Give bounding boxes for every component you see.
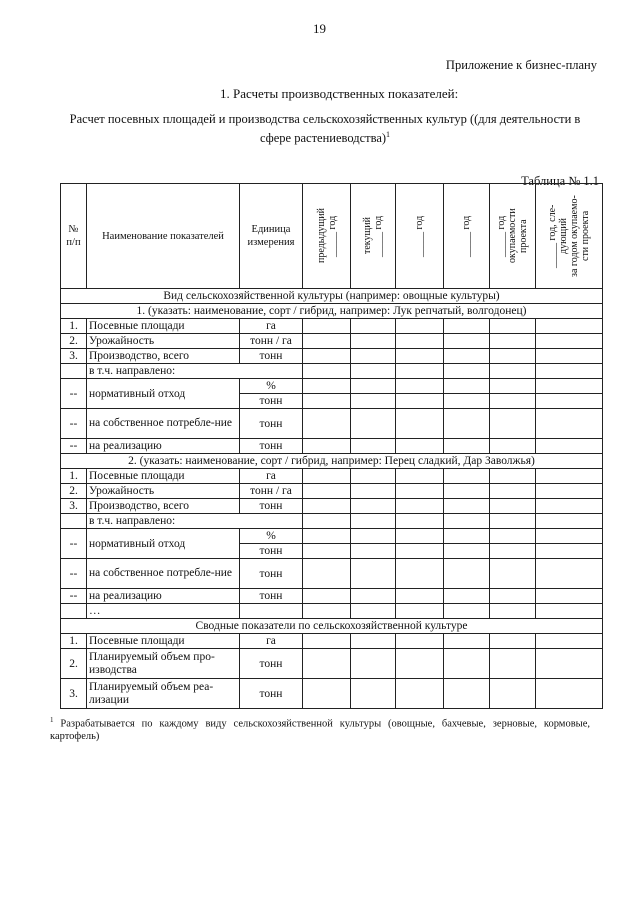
table-row: [61, 334, 603, 349]
table-number: Таблица № 1.1: [521, 174, 599, 188]
row-name: на собственное потребле-ние: [87, 559, 240, 589]
culture2-title: 2. (указать: наименование, сорт / гибрид, например: Перец сладкий, Дар Заволжья): [61, 454, 603, 469]
table-cell: [396, 649, 444, 679]
table-cell: [536, 634, 603, 649]
table-cell: [536, 319, 603, 334]
table-row: [61, 499, 603, 514]
table-cell: [444, 604, 490, 619]
table-cell: [444, 544, 490, 559]
table-cell: [396, 439, 444, 454]
table-row: [61, 604, 603, 619]
table-cell: [351, 679, 396, 709]
table-cell: [303, 589, 351, 604]
table-cell: [61, 364, 87, 379]
table-cell: [396, 364, 444, 379]
table-cell: [444, 469, 490, 484]
row-name: на реализацию: [87, 589, 240, 604]
row-name: в т.ч. направлено:: [87, 514, 303, 529]
table-cell: [303, 679, 351, 709]
row-unit: тонн: [240, 559, 303, 589]
table-cell: [490, 559, 536, 589]
header-year-prev: предыдущий _____ год: [315, 208, 338, 264]
table-cell: [396, 529, 444, 544]
table-cell: [490, 364, 536, 379]
table-cell: [536, 409, 603, 439]
table-cell: [536, 649, 603, 679]
table-cell: [536, 394, 603, 409]
table-cell: [351, 439, 396, 454]
table-cell: [536, 349, 603, 364]
table-cell: [490, 514, 536, 529]
table-cell: [490, 529, 536, 544]
row-num: 3.: [61, 349, 87, 364]
table-cell: [351, 499, 396, 514]
row-unit: %: [240, 379, 303, 394]
row-num: --: [61, 439, 87, 454]
table-cell: [536, 484, 603, 499]
table-cell: [396, 559, 444, 589]
row-num: 1.: [61, 319, 87, 334]
table-row: [61, 634, 603, 649]
row-name: Урожайность: [87, 334, 240, 349]
row-name: нормативный отход: [87, 379, 240, 409]
row-name: Посевные площади: [87, 319, 240, 334]
row-name: Планируемый объем про-изводства: [87, 649, 240, 679]
footnote-text: Разрабатывается по каждому виду сельскохозяйственной культуры (овощные, бахчевые, зерновые, кормовые, картофель): [50, 718, 590, 742]
table-cell: [396, 184, 444, 289]
table-cell: [303, 544, 351, 559]
table-cell: [536, 529, 603, 544]
page-number: 19: [313, 21, 326, 36]
table-cell: [351, 634, 396, 649]
row-num: --: [61, 559, 87, 589]
header-year-current: текущий _____ год: [362, 215, 384, 257]
table-cell: [490, 349, 536, 364]
row-name: Урожайность: [87, 484, 240, 499]
table-cell: [396, 514, 444, 529]
table-cell: [303, 514, 351, 529]
table-cell: [303, 484, 351, 499]
table-cell: [490, 679, 536, 709]
table-cell: [536, 334, 603, 349]
table-cell: [444, 319, 490, 334]
table-cell: [303, 334, 351, 349]
table-cell: [396, 499, 444, 514]
row-num: 2.: [61, 484, 87, 499]
table-row: [61, 469, 603, 484]
table-cell: [303, 559, 351, 589]
table-cell: [303, 649, 351, 679]
table-cell: [490, 394, 536, 409]
table-cell: [444, 559, 490, 589]
table-cell: [351, 334, 396, 349]
row-unit: тонн: [240, 544, 303, 559]
table-cell: [303, 319, 351, 334]
table-cell: [490, 334, 536, 349]
table-cell: [490, 184, 536, 289]
calc-title: [60, 112, 590, 146]
header-year-payback: _____ год окупаемости проекта: [496, 208, 529, 264]
row-unit: тонн: [240, 649, 303, 679]
row-name: в т.ч. направлено:: [87, 364, 303, 379]
table-row: [61, 319, 603, 334]
table-cell: [396, 679, 444, 709]
footnote: [50, 714, 590, 743]
header-year-3: _____ год: [414, 215, 425, 257]
table-cell: [351, 559, 396, 589]
table-row: [61, 529, 603, 544]
footnote-marker: 1: [50, 716, 54, 724]
table-cell: [351, 394, 396, 409]
table-cell: [351, 529, 396, 544]
table-cell: [536, 604, 603, 619]
table-cell: [444, 634, 490, 649]
table-row: [61, 439, 603, 454]
table-cell: [444, 379, 490, 394]
table-cell: [536, 379, 603, 394]
table-cell: [396, 379, 444, 394]
table-cell: [351, 379, 396, 394]
table-cell: [61, 514, 87, 529]
table-cell: [536, 184, 603, 289]
table-cell: [351, 604, 396, 619]
table-cell: [351, 409, 396, 439]
table-row: [61, 649, 603, 679]
row-unit: га: [240, 634, 303, 649]
table-cell: [303, 379, 351, 394]
table-cell: [396, 589, 444, 604]
table-cell: [444, 679, 490, 709]
table-cell: [396, 319, 444, 334]
table-row: [61, 379, 603, 394]
table-cell: [396, 409, 444, 439]
table-row: [61, 589, 603, 604]
table-cell: [351, 589, 396, 604]
table-row: [61, 514, 603, 529]
row-unit: тонн: [240, 439, 303, 454]
table-cell: [396, 334, 444, 349]
table-cell: [351, 544, 396, 559]
table-cell: [490, 379, 536, 394]
table-cell: [490, 499, 536, 514]
header-year-after-payback: _____ год, сле- дующий за годом окупаемо- сти проекта: [547, 195, 591, 277]
table-cell: [351, 319, 396, 334]
table-cell: [490, 544, 536, 559]
table-cell: [303, 349, 351, 364]
section-title: 1. Расчеты производственных показателей:: [220, 86, 459, 101]
row-unit: тонн: [240, 499, 303, 514]
table-cell: [396, 544, 444, 559]
row-num: --: [61, 529, 87, 559]
row-unit: тонн: [240, 394, 303, 409]
table-cell: [303, 604, 351, 619]
table-cell: [444, 409, 490, 439]
row-name: на реализацию: [87, 439, 240, 454]
table-cell: [536, 589, 603, 604]
table-cell: [490, 649, 536, 679]
table-cell: [396, 604, 444, 619]
table-cell: [351, 349, 396, 364]
table-cell: [490, 634, 536, 649]
row-unit: тонн / га: [240, 484, 303, 499]
row-num: 2.: [61, 649, 87, 679]
row-unit: тонн / га: [240, 334, 303, 349]
table-cell: [490, 484, 536, 499]
table-row: [61, 409, 603, 439]
footnote-ref: 1: [386, 130, 391, 139]
table-row: [61, 364, 603, 379]
table-cell: [536, 679, 603, 709]
header-num: № п/п: [61, 184, 87, 289]
row-unit: тонн: [240, 589, 303, 604]
table-cell: [490, 319, 536, 334]
table-cell: [444, 184, 490, 289]
table-cell: [396, 469, 444, 484]
row-num: --: [61, 589, 87, 604]
table-cell: [444, 349, 490, 364]
table-row: [61, 679, 603, 709]
table-cell: [396, 394, 444, 409]
table-cell: [444, 439, 490, 454]
row-num: 1.: [61, 634, 87, 649]
table-cell: [490, 589, 536, 604]
table-cell: [303, 499, 351, 514]
table-cell: [303, 184, 351, 289]
table-cell: [536, 514, 603, 529]
row-name: на собственное потребле-ние: [87, 409, 240, 439]
table-cell: [303, 634, 351, 649]
culture-header: Вид сельскохозяйственной культуры (например: овощные культуры): [61, 289, 603, 304]
table-cell: [490, 439, 536, 454]
table-cell: [351, 469, 396, 484]
row-num: 2.: [61, 334, 87, 349]
row-unit: га: [240, 319, 303, 334]
table-cell: [444, 334, 490, 349]
row-unit: %: [240, 529, 303, 544]
table-cell: [240, 604, 303, 619]
table-cell: [444, 514, 490, 529]
table-cell: [303, 364, 351, 379]
table-cell: [303, 529, 351, 544]
table-cell: [303, 439, 351, 454]
table-cell: [396, 484, 444, 499]
table-cell: [303, 409, 351, 439]
row-name: Производство, всего: [87, 349, 240, 364]
header-name: Наименование показателей: [87, 184, 240, 289]
calc-title-text: Расчет посевных площадей и производства сельскохозяйственных культур ((для деятельности в сфере растениеводства): [69, 112, 581, 146]
table-cell: [490, 469, 536, 484]
table-cell: [490, 409, 536, 439]
table-cell: [444, 484, 490, 499]
table-cell: [444, 364, 490, 379]
row-unit: тонн: [240, 679, 303, 709]
table-cell: [351, 364, 396, 379]
row-name: Посевные площади: [87, 634, 240, 649]
table-cell: [536, 499, 603, 514]
row-num: 3.: [61, 679, 87, 709]
summary-title: Сводные показатели по сельскохозяйственной культуре: [61, 619, 603, 634]
row-num: 1.: [61, 469, 87, 484]
table-cell: [444, 649, 490, 679]
table-cell: [444, 529, 490, 544]
table-cell: [536, 559, 603, 589]
table-cell: [536, 544, 603, 559]
row-num: 3.: [61, 499, 87, 514]
table-cell: [61, 604, 87, 619]
production-table: [60, 183, 603, 709]
header-year-4: _____ год: [461, 215, 472, 257]
row-unit: тонн: [240, 409, 303, 439]
appendix-label: Приложение к бизнес-плану: [445, 58, 597, 72]
table-cell: [396, 349, 444, 364]
table-cell: [444, 499, 490, 514]
header-unit: Единица измерения: [240, 184, 303, 289]
table-cell: [351, 649, 396, 679]
table-row: [61, 484, 603, 499]
table-row: [61, 559, 603, 589]
table-cell: [396, 634, 444, 649]
table-cell: [351, 184, 396, 289]
table-cell: [351, 514, 396, 529]
table-row: [61, 349, 603, 364]
table-cell: [351, 484, 396, 499]
table-cell: [490, 604, 536, 619]
table-cell: [536, 439, 603, 454]
table-cell: [536, 469, 603, 484]
table-cell: [444, 589, 490, 604]
table-cell: [303, 394, 351, 409]
culture1-title: 1. (указать: наименование, сорт / гибрид, например: Лук репчатый, волгодонец): [61, 304, 603, 319]
row-unit: тонн: [240, 349, 303, 364]
table-cell: [444, 394, 490, 409]
row-name: нормативный отход: [87, 529, 240, 559]
row-unit: га: [240, 469, 303, 484]
row-name: Планируемый объем реа-лизации: [87, 679, 240, 709]
row-num: --: [61, 409, 87, 439]
row-name: Производство, всего: [87, 499, 240, 514]
row-num: --: [61, 379, 87, 409]
table-cell: [303, 469, 351, 484]
row-ellipsis: …: [87, 604, 240, 619]
row-name: Посевные площади: [87, 469, 240, 484]
table-cell: [536, 364, 603, 379]
